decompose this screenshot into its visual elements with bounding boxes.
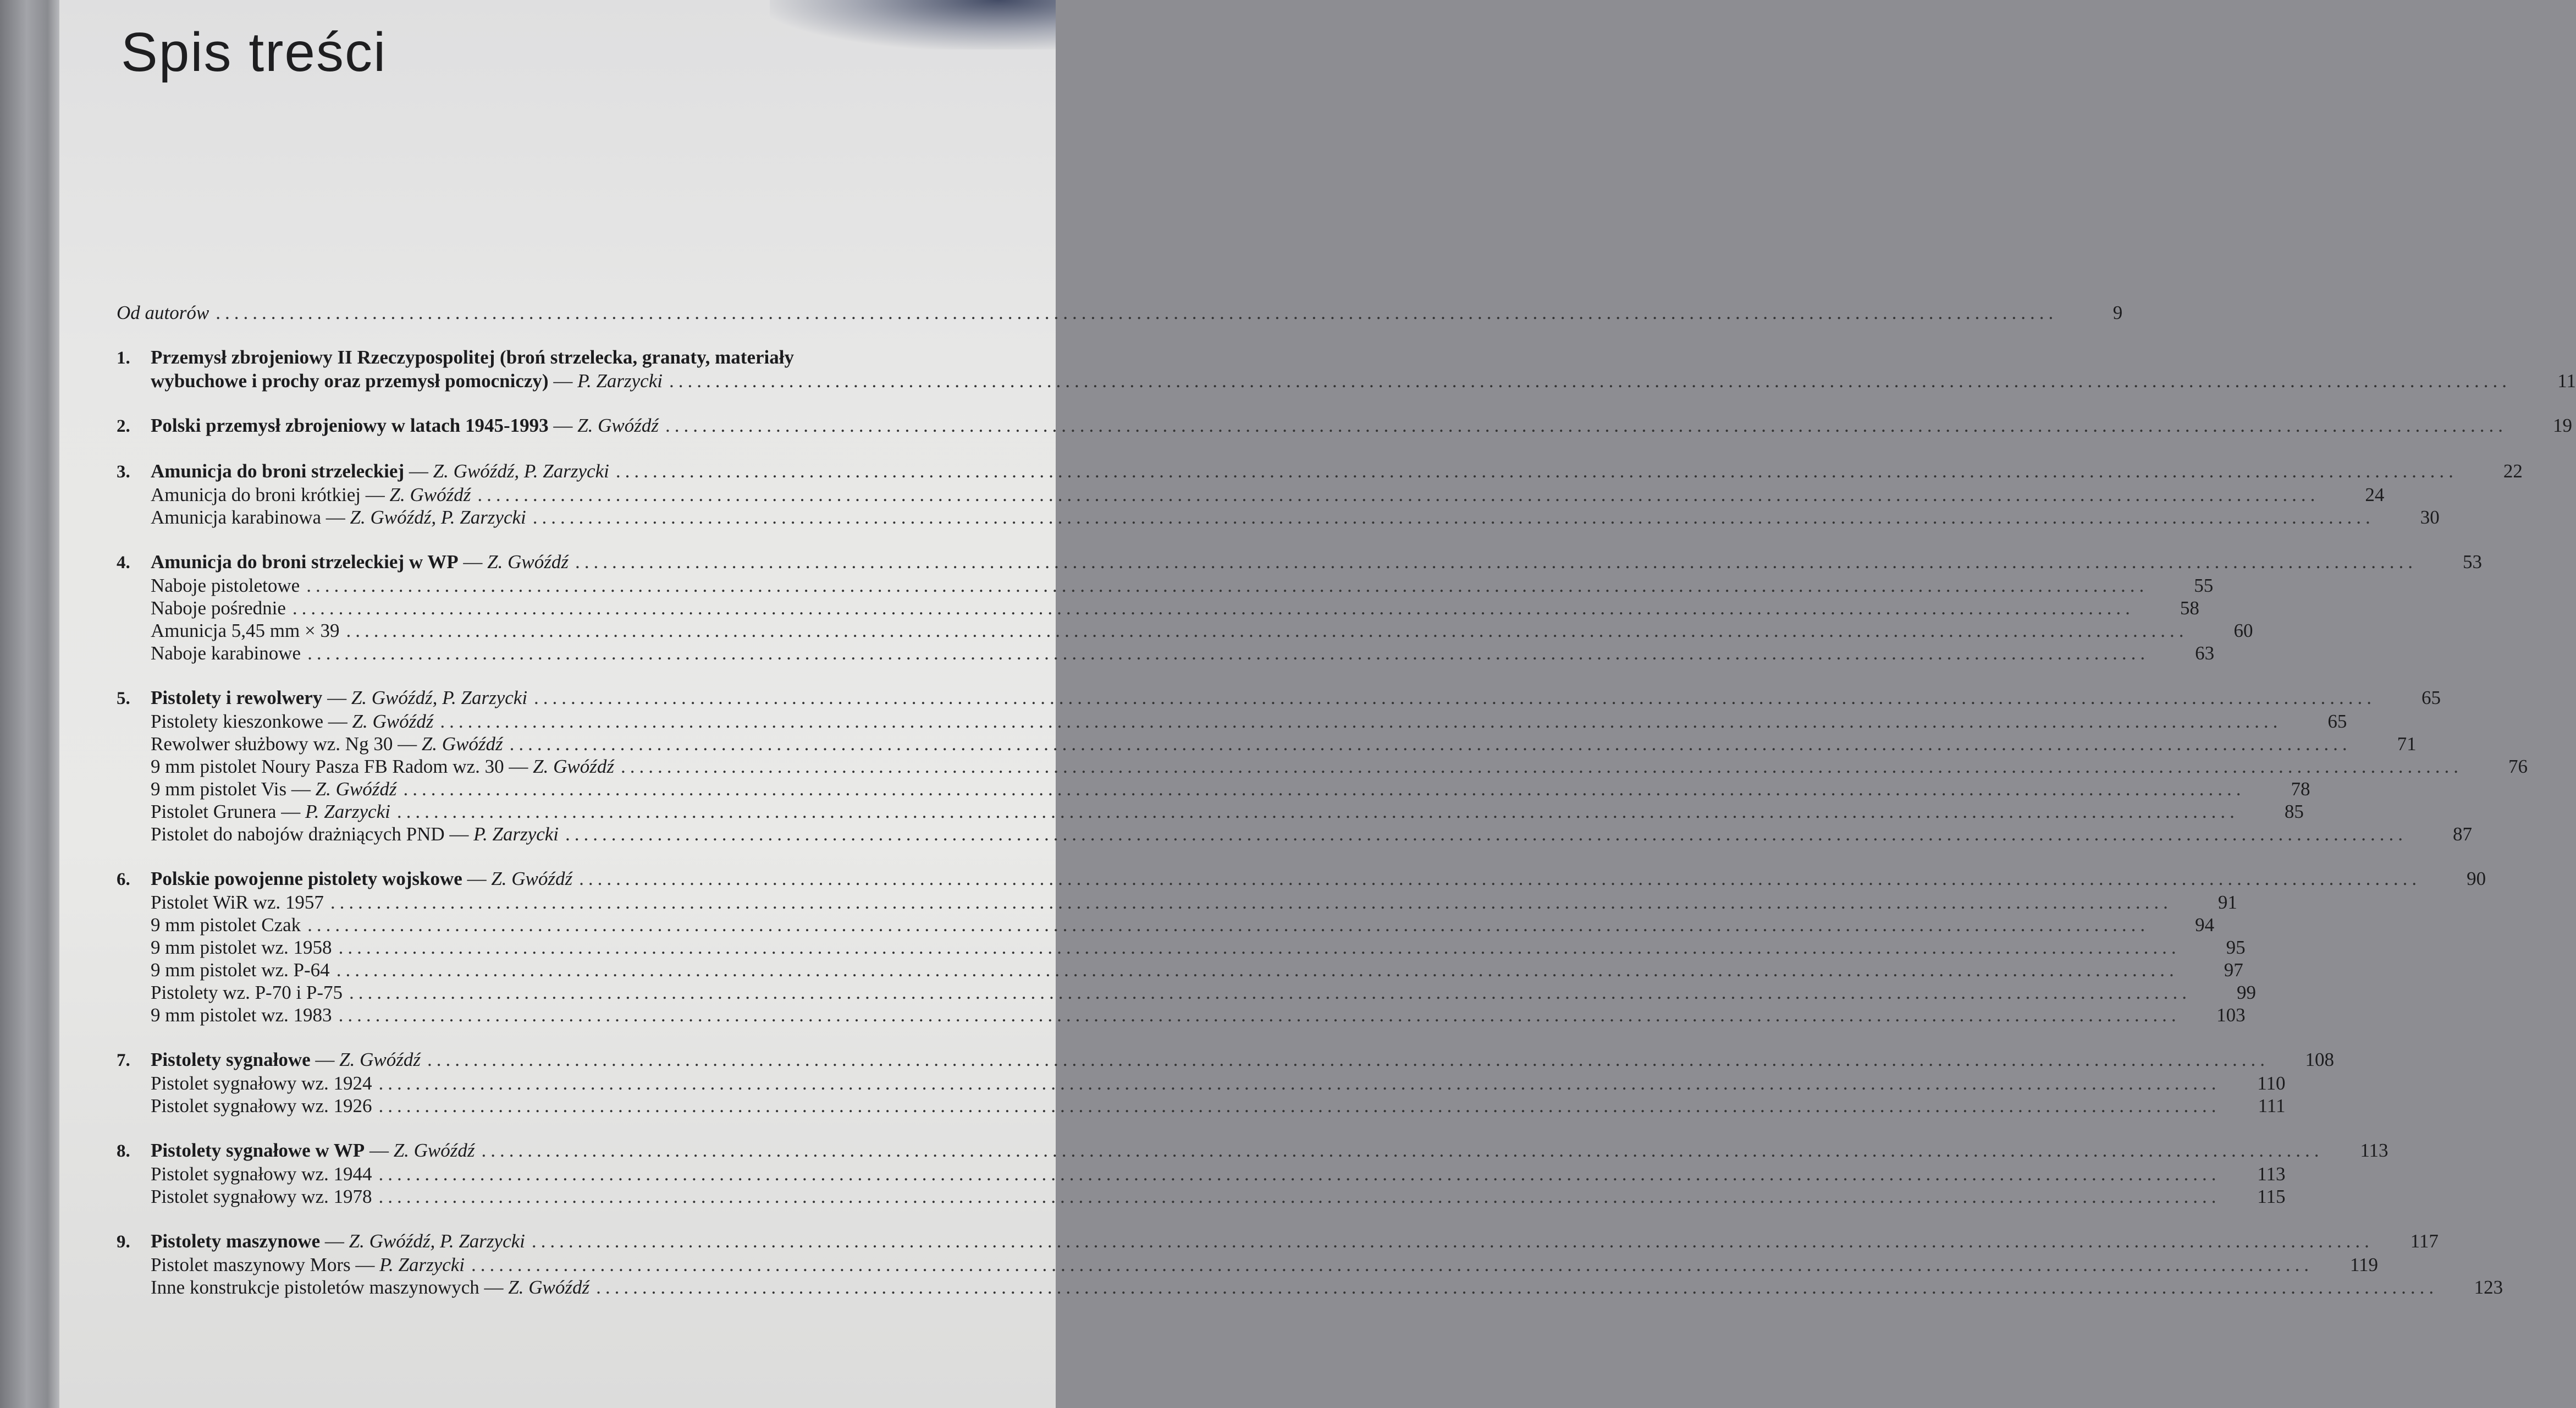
toc-subentry xyxy=(117,936,2246,959)
dot-leader: ........................................................................................................................................................................................................ xyxy=(509,733,2352,755)
toc-subentry xyxy=(117,778,2310,800)
entry-label xyxy=(151,1072,372,1094)
entry-label xyxy=(151,460,609,482)
entry-author: Z. Gwóźdź xyxy=(508,1277,590,1298)
entry-label xyxy=(151,755,614,778)
dot-leader: ........................................................................................................................................................................................................ xyxy=(378,1163,2221,1185)
entry-author: P. Zarzycki xyxy=(473,823,559,845)
toc-subentry xyxy=(117,981,2257,1004)
entry-label xyxy=(151,959,330,981)
entry-author: P. Zarzycki xyxy=(379,1254,465,1275)
entry-title: 9 mm pistolet Noury Pasza FB Radom wz. 30 xyxy=(151,756,504,777)
page-number: 65 xyxy=(2327,711,2347,732)
page-number: 19 xyxy=(2552,415,2572,436)
entry-dash: — xyxy=(323,711,352,732)
entry-title: Amunicja do broni krótkiej xyxy=(151,484,361,505)
page-number: 85 xyxy=(2284,801,2304,822)
entry-label xyxy=(151,1230,525,1252)
dot-leader: ........................................................................................................................................................................................................ xyxy=(665,415,2507,436)
dot-leader: ........................................................................................................................................................................................................ xyxy=(579,868,2421,889)
toc-subentry xyxy=(117,1094,2286,1117)
dot-leader: ........................................................................................................................................................................................................ xyxy=(531,1230,2374,1252)
toc-chapter xyxy=(117,1139,2389,1208)
entry-title: Pistolet Grunera xyxy=(151,801,277,822)
page-title: Spis treści xyxy=(121,21,387,83)
dot-leader: ........................................................................................................................................................................................................ xyxy=(396,801,2239,822)
entry-author: Z. Gwóźdź, P. Zarzycki xyxy=(350,507,526,528)
dot-leader: ........................................................................................................................................................................................................ xyxy=(620,756,2463,777)
page-number: 94 xyxy=(2195,914,2215,936)
entry-title: 9 mm pistolet Czak xyxy=(151,914,301,936)
page-number: 95 xyxy=(2226,937,2246,958)
entry-dash: — xyxy=(276,801,305,822)
entry-label xyxy=(151,551,569,573)
entry-title: Pistolet WiR wz. 1957 xyxy=(151,892,324,913)
dot-leader: ........................................................................................................................................................................................................ xyxy=(292,597,2134,619)
toc-entry-line xyxy=(117,1048,2334,1072)
entry-title: Polskie powojenne pistolety wojskowe xyxy=(151,868,462,889)
page-number: 115 xyxy=(2257,1186,2286,1207)
entry-label xyxy=(151,823,559,845)
entry-title: 9 mm pistolet wz. P-64 xyxy=(151,959,330,981)
entry-label xyxy=(151,1276,589,1299)
entry-title: Amunicja karabinowa xyxy=(151,507,322,528)
toc-subentry xyxy=(117,823,2473,845)
entry-label xyxy=(151,506,526,529)
dot-leader: ........................................................................................................................................................................................................ xyxy=(471,1254,2314,1275)
entry-title: 9 mm pistolet wz. 1958 xyxy=(151,937,332,958)
entry-dash: — xyxy=(322,687,351,708)
dot-leader: ........................................................................................................................................................................................................ xyxy=(565,823,2408,845)
toc-chapter xyxy=(117,346,2576,392)
page-number: 78 xyxy=(2291,778,2310,800)
entry-label xyxy=(151,346,794,369)
toc-subentry xyxy=(117,914,2215,936)
page-number: 123 xyxy=(2474,1277,2503,1298)
entry-dash: — xyxy=(320,1230,349,1252)
entry-title: Pistolet sygnałowy wz. 1926 xyxy=(151,1095,372,1116)
toc-chapter xyxy=(117,867,2486,1026)
toc-chapter xyxy=(117,414,2572,438)
entry-label xyxy=(151,1139,475,1162)
entry-title: Przemysł zbrojeniowy II Rzeczypospolitej (broń strzelecka, granaty, materiały xyxy=(151,346,794,368)
toc-entry-line xyxy=(117,1139,2389,1163)
entry-author: Z. Gwóźdź xyxy=(352,711,434,732)
chapter-number: 2. xyxy=(117,416,130,436)
entry-author: Z. Gwóźdź xyxy=(339,1049,421,1070)
toc-subentry xyxy=(117,597,2199,619)
toc-subentry xyxy=(117,891,2237,914)
entry-label xyxy=(151,733,503,755)
entry-author: Z. Gwóźdź xyxy=(389,484,471,505)
entry-title: Polski przemysł zbrojeniowy w latach 1945-1993 xyxy=(151,415,549,436)
dot-leader: ........................................................................................................................................................................................................ xyxy=(349,982,2192,1003)
page-number: 65 xyxy=(2421,687,2441,708)
entry-author: Z. Gwóźdź xyxy=(577,415,659,436)
chapter-number: 3. xyxy=(117,462,130,482)
entry-dash: — xyxy=(548,370,578,392)
entry-dash: — xyxy=(548,415,578,436)
toc-subentry xyxy=(117,619,2253,642)
page-number: 90 xyxy=(2467,868,2486,889)
dot-leader: ........................................................................................................................................................................................................ xyxy=(378,1095,2221,1116)
page-number: 53 xyxy=(2462,551,2482,573)
entry-label xyxy=(151,686,527,709)
page-number: 97 xyxy=(2224,959,2243,981)
entry-title: Pistolety wz. P-70 i P-75 xyxy=(151,982,343,1003)
toc-entry-line xyxy=(117,551,2482,574)
dot-leader: ........................................................................................................................................................................................................ xyxy=(403,778,2246,800)
entry-label xyxy=(151,936,332,959)
chapter-number: 1. xyxy=(117,348,130,368)
toc-chapter xyxy=(117,1230,2503,1299)
dot-leader: ........................................................................................................................................................................................................ xyxy=(477,484,2320,505)
toc-entry-line xyxy=(117,301,2123,324)
dot-leader: ........................................................................................................................................................................................................ xyxy=(427,1049,2269,1070)
dot-leader: ........................................................................................................................................................................................................ xyxy=(378,1186,2221,1207)
entry-dash: — xyxy=(462,868,492,889)
entry-author: Z. Gwóźdź, P. Zarzycki xyxy=(351,687,528,708)
entry-label xyxy=(151,1253,465,1276)
chapter-number: 9. xyxy=(117,1232,130,1252)
toc-subentry xyxy=(117,800,2304,823)
entry-label xyxy=(151,778,396,800)
entry-title: Pistolety sygnałowe xyxy=(151,1049,311,1070)
chapter-number: 7. xyxy=(117,1050,130,1070)
dot-leader: ........................................................................................................................................................................................................ xyxy=(481,1140,2324,1161)
entry-author: Z. Gwóźdź xyxy=(533,756,614,777)
dot-leader: ........................................................................................................................................................................................................ xyxy=(615,460,2458,482)
entry-author: Z. Gwóźdź xyxy=(487,551,569,573)
page-number: 119 xyxy=(2349,1254,2379,1275)
page-number: 113 xyxy=(2257,1163,2286,1185)
entry-dash: — xyxy=(444,823,474,845)
page-number: 9 xyxy=(2112,302,2123,323)
toc-entry-line xyxy=(117,346,974,370)
entry-title: Od autorów xyxy=(117,302,209,323)
chapter-number: 5. xyxy=(117,689,130,708)
chapter-number: 8. xyxy=(117,1141,130,1161)
entry-dash: — xyxy=(504,756,533,777)
entry-author: Z. Gwóźdź xyxy=(421,733,503,755)
entry-title: Pistolety sygnałowe w WP xyxy=(151,1140,365,1161)
entry-label xyxy=(151,1094,372,1117)
page-number: 11 xyxy=(2557,370,2576,392)
table-of-contents xyxy=(117,301,2576,1321)
dot-leader: ........................................................................................................................................................................................................ xyxy=(596,1277,2439,1298)
dot-leader: ........................................................................................................................................................................................................ xyxy=(338,937,2181,958)
entry-label xyxy=(151,1004,332,1026)
entry-label xyxy=(151,981,343,1004)
toc-entry-line xyxy=(117,1230,2439,1253)
entry-label xyxy=(151,642,301,664)
entry-label xyxy=(151,914,301,936)
page-number: 99 xyxy=(2237,982,2257,1003)
entry-dash: — xyxy=(310,1049,340,1070)
dot-leader: ........................................................................................................................................................................................................ xyxy=(378,1072,2221,1094)
entry-dash: — xyxy=(458,551,488,573)
page-number: 24 xyxy=(2365,484,2385,505)
entry-label xyxy=(151,891,324,914)
entry-label xyxy=(151,710,433,733)
page-number: 87 xyxy=(2453,823,2473,845)
toc-subentry xyxy=(117,710,2347,733)
entry-title: Pistolet sygnałowy wz. 1924 xyxy=(151,1072,372,1094)
dot-leader: ........................................................................................................................................................................................................ xyxy=(307,914,2150,936)
entry-label xyxy=(151,867,572,890)
page-number: 108 xyxy=(2305,1049,2334,1070)
toc-subentry xyxy=(117,1276,2503,1299)
toc-chapter xyxy=(117,1048,2334,1117)
entry-label xyxy=(151,483,471,506)
entry-title: wybuchowe i prochy oraz przemysł pomocniczy) xyxy=(151,370,549,392)
page-number: 22 xyxy=(2503,460,2523,482)
page-number: 58 xyxy=(2180,597,2199,619)
entry-label xyxy=(117,301,209,324)
entry-label xyxy=(151,619,339,642)
dot-leader: ........................................................................................................................................................................................................ xyxy=(534,687,2376,708)
toc-subentry xyxy=(117,1072,2286,1094)
toc-chapter xyxy=(117,460,2523,529)
entry-dash: — xyxy=(361,484,390,505)
dot-leader: ........................................................................................................................................................................................................ xyxy=(330,892,2172,913)
toc-intro xyxy=(117,301,2123,324)
dot-leader: ........................................................................................................................................................................................................ xyxy=(338,1004,2181,1026)
entry-title: Naboje pistoletowe xyxy=(151,575,300,596)
dot-leader: ........................................................................................................................................................................................................ xyxy=(216,302,2058,323)
toc-chapter xyxy=(117,686,2528,845)
page-number: 117 xyxy=(2410,1230,2439,1252)
entry-dash: — xyxy=(479,1277,509,1298)
dot-leader: ........................................................................................................................................................................................................ xyxy=(307,642,2150,664)
page-number: 71 xyxy=(2397,733,2417,755)
entry-dash: — xyxy=(321,507,350,528)
entry-title: Pistolet sygnałowy wz. 1978 xyxy=(151,1186,372,1207)
entry-author: Z. Gwóźdź, P. Zarzycki xyxy=(349,1230,525,1252)
dot-leader: ........................................................................................................................................................................................................ xyxy=(336,959,2178,981)
book-gutter xyxy=(0,0,59,1408)
page-number: 76 xyxy=(2508,756,2528,777)
page-number: 110 xyxy=(2257,1072,2286,1094)
entry-label xyxy=(151,1048,421,1071)
toc-entry-line xyxy=(117,686,2441,710)
entry-author: P. Zarzycki xyxy=(577,370,663,392)
entry-label xyxy=(151,800,390,823)
dot-leader: ........................................................................................................................................................................................................ xyxy=(532,507,2375,528)
toc-subentry xyxy=(117,733,2417,755)
entry-dash: — xyxy=(365,1140,394,1161)
toc-subentry xyxy=(117,483,2385,506)
chapter-number: 6. xyxy=(117,870,130,889)
dot-leader: ........................................................................................................................................................................................................ xyxy=(575,551,2417,573)
dot-leader: ........................................................................................................................................................................................................ xyxy=(346,620,2188,641)
toc-subentry xyxy=(117,1004,2246,1026)
entry-title: Pistolet do nabojów drażniących PND xyxy=(151,823,445,845)
entry-title: Amunicja do broni strzeleckiej w WP xyxy=(151,551,459,573)
page-number: 55 xyxy=(2194,575,2214,596)
dot-leader: ........................................................................................................................................................................................................ xyxy=(669,370,2511,392)
entry-title: Pistolety kieszonkowe xyxy=(151,711,323,732)
page-number: 60 xyxy=(2233,620,2253,641)
entry-author: Z. Gwóźdź xyxy=(393,1140,475,1161)
entry-author: Z. Gwóźdź, P. Zarzycki xyxy=(433,460,609,482)
toc-subentry xyxy=(117,1253,2379,1276)
toc-subentry xyxy=(117,642,2215,664)
entry-title: Pistolety i rewolwery xyxy=(151,687,323,708)
entry-dash: — xyxy=(350,1254,380,1275)
toc-subentry xyxy=(117,506,2440,529)
toc-subentry xyxy=(117,755,2528,778)
entry-dash: — xyxy=(393,733,422,755)
toc-subentry xyxy=(117,959,2243,981)
entry-author: P. Zarzycki xyxy=(305,801,390,822)
entry-label xyxy=(151,597,286,619)
entry-title: Naboje karabinowe xyxy=(151,642,301,664)
toc-entry-line xyxy=(117,370,2576,392)
page-number: 111 xyxy=(2258,1095,2286,1116)
entry-title: Pistolety maszynowe xyxy=(151,1230,321,1252)
entry-author: Z. Gwóźdź xyxy=(315,778,397,800)
entry-title: Naboje pośrednie xyxy=(151,597,286,619)
dot-leader: ........................................................................................................................................................................................................ xyxy=(306,575,2149,596)
toc-entry-line xyxy=(117,414,2572,438)
entry-label xyxy=(151,574,300,597)
page-number: 30 xyxy=(2420,507,2440,528)
entry-dash: — xyxy=(286,778,316,800)
page-number: 103 xyxy=(2216,1004,2246,1026)
entry-label xyxy=(151,414,659,437)
toc-subentry xyxy=(117,574,2214,597)
toc-chapter xyxy=(117,551,2482,664)
toc-entry-line xyxy=(117,460,2523,483)
page-number: 91 xyxy=(2218,892,2237,913)
entry-label xyxy=(151,370,663,392)
entry-title: Inne konstrukcje pistoletów maszynowych xyxy=(151,1277,479,1298)
page-number: 63 xyxy=(2195,642,2215,664)
entry-author: Z. Gwóźdź xyxy=(491,868,573,889)
entry-title: Pistolet sygnałowy wz. 1944 xyxy=(151,1163,372,1185)
entry-title: Pistolet maszynowy Mors xyxy=(151,1254,351,1275)
page-number: 113 xyxy=(2360,1140,2389,1161)
corner-shadow xyxy=(770,0,1056,50)
entry-label xyxy=(151,1163,372,1185)
entry-label xyxy=(151,1185,372,1208)
entry-title: Rewolwer służbowy wz. Ng 30 xyxy=(151,733,393,755)
entry-title: 9 mm pistolet Vis xyxy=(151,778,287,800)
toc-subentry xyxy=(117,1185,2286,1208)
entry-title: 9 mm pistolet wz. 1983 xyxy=(151,1004,332,1026)
entry-title: Amunicja 5,45 mm × 39 xyxy=(151,620,340,641)
toc-subentry xyxy=(117,1163,2286,1185)
entry-title: Amunicja do broni strzeleckiej xyxy=(151,460,405,482)
entry-dash: — xyxy=(404,460,433,482)
toc-entry-line xyxy=(117,867,2486,891)
dot-leader: ........................................................................................................................................................................................................ xyxy=(440,711,2282,732)
chapter-number: 4. xyxy=(117,553,130,573)
